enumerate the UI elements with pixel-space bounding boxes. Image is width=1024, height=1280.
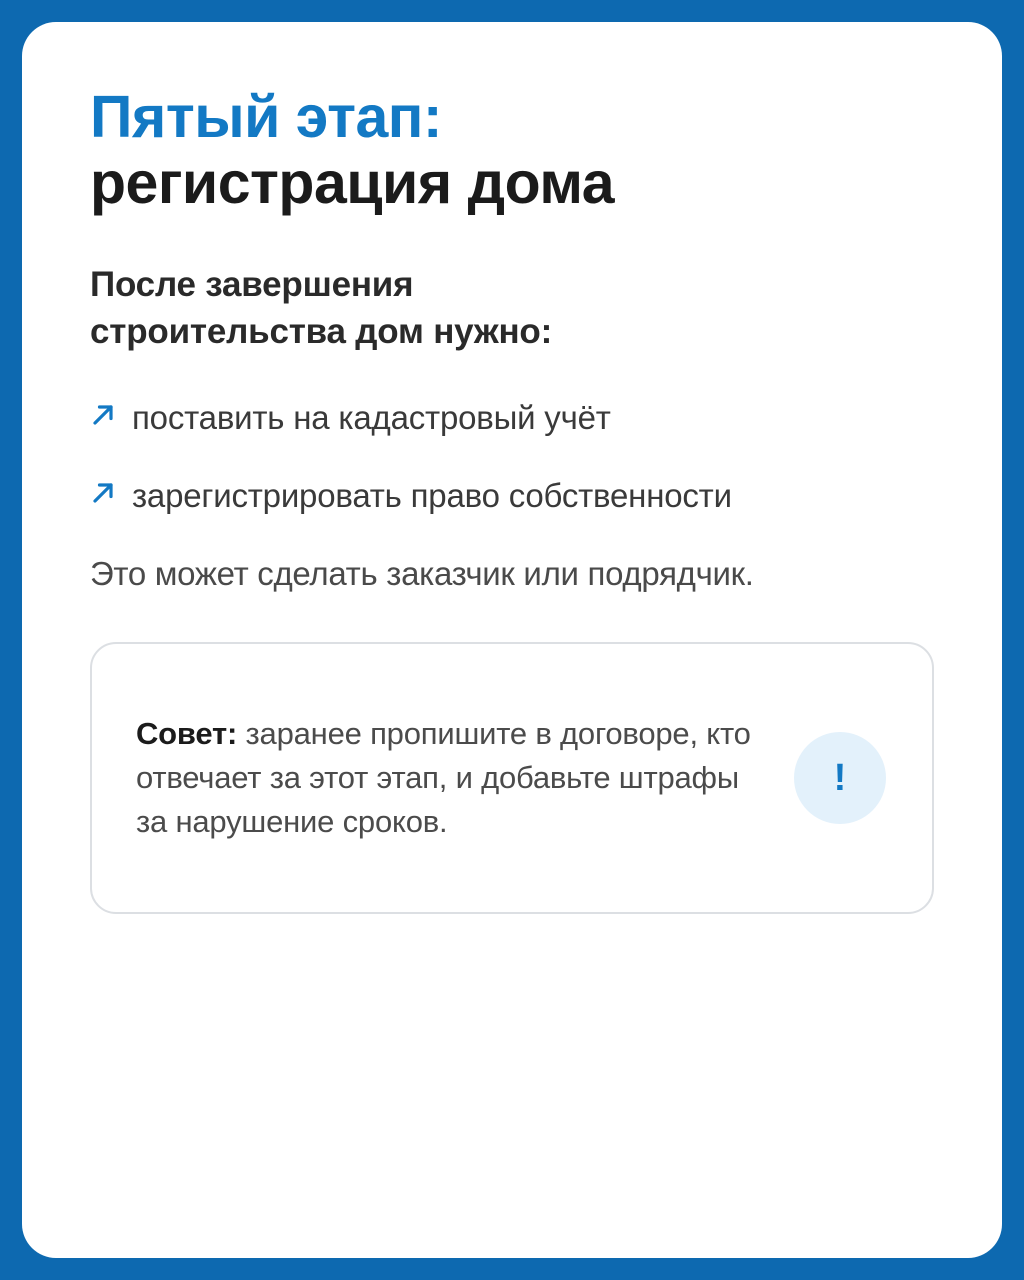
list-item [90,398,934,438]
list-item-label: поставить на кадастровый учёт [132,398,611,436]
tip-text [136,712,776,844]
intro-text: После завершения строительства дом нужно: [90,265,553,352]
exclamation-icon [794,732,886,824]
closing-note: Это может сделать заказчик или подрядчик. [90,555,754,593]
page-title-line-1: Пятый этап: [90,84,443,150]
page-title [90,84,934,216]
arrow-up-right-icon [90,480,116,514]
tip-label: Совет: [136,716,238,752]
slide-content [22,22,1002,914]
list-item-label: зарегистрировать право собственности [132,476,732,514]
requirements-list [90,398,934,515]
list-item [90,476,934,516]
arrow-up-right-icon [90,402,116,436]
page-title-line-2: регистрация дома [90,150,615,217]
tip-body: заранее пропишите в договоре, кто отвечает за этот этап, и добавьте штрафы за нарушение сроков. [136,716,751,840]
tip-card [90,642,934,914]
tip-badge-label: ! [833,756,847,799]
slide-card [22,22,1002,1258]
